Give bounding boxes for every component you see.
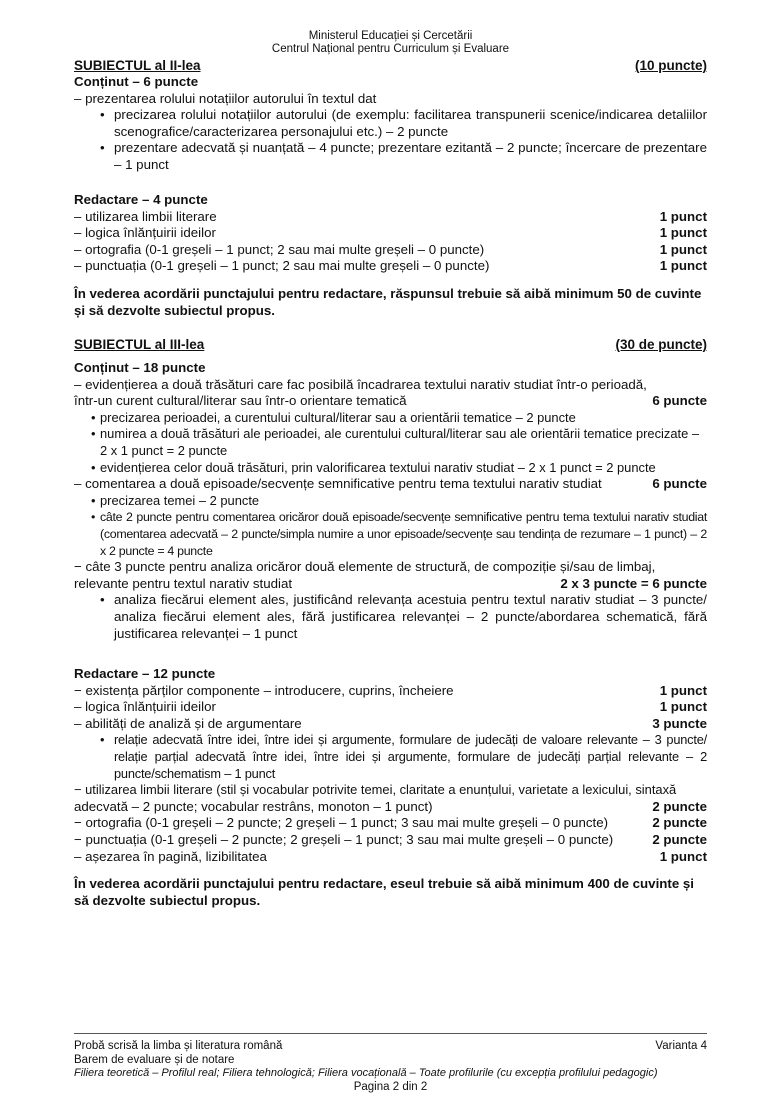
item-points: 6 puncte — [652, 393, 707, 409]
redactare-bullet: • relație adecvată între idei, între idei și argumente, formulare de judecăți de valoare relevante – 3 puncte/ relație parțial adecvată între idei, între idei și argumente, formulare de judecăți parțial relevante – 2 puncte/schematism – 1 punct — [74, 732, 707, 782]
criterion-text: – abilități de analiză și de argumentare — [74, 715, 302, 731]
document-page — [74, 0, 707, 1104]
header-center: Centrul Național pentru Curriculum și Evaluare — [271, 43, 510, 55]
criterion-points: 1 punct — [659, 225, 707, 241]
criterion-text: – logica înlănțuirii ideilor — [74, 225, 216, 241]
section-2-name: SUBIECTUL al II-lea — [74, 58, 201, 73]
criterion-text: adecvată – 2 puncte; vocabular restrâns, monoton – 1 punct) — [74, 798, 433, 814]
content-item-line — [74, 393, 707, 410]
item-text: relevante pentru textul narativ studiat — [74, 575, 293, 591]
criterion-points: 2 puncte — [652, 815, 707, 831]
content-item-line: – evidențierea a două trăsături care fac posibilă încadrarea textului narativ studiat într-o perioadă, — [74, 376, 647, 392]
criterion-points: 2 puncte — [652, 831, 707, 847]
content-bullet: • numirea a două trăsături ale perioadei, ale curentului cultural/literar sau ale orientării tematice precizate – 2 x 1 punct = 2 puncte — [74, 426, 707, 459]
content-bullet: • precizarea temei – 2 puncte — [74, 493, 707, 510]
redactare-row — [74, 225, 707, 242]
criterion-text: – logica înlănțuirii ideilor — [74, 699, 216, 715]
item-points: 6 puncte — [652, 476, 707, 492]
section-3-content — [74, 360, 707, 642]
section-3-note: În vederea acordării punctajului pentru redactare, eseul trebuie să aibă minimum 400 de cuvinte și să dezvolte subiectul propus. — [74, 876, 694, 908]
item-text: într-un curent cultural/literar sau într-o orientare tematică — [74, 393, 407, 409]
footer-variant: Varianta 4 — [655, 1040, 707, 1052]
redactare-row — [74, 815, 707, 832]
content-bullet: • precizarea rolului notațiilor autorului (de exemplu: facilitarea transpunerii scenice/indicarea detaliilor scenografice/caracterizarea personajului etc.) – 2 puncte — [74, 107, 707, 140]
section-2-note: În vederea acordării punctajului pentru redactare, răspunsul trebuie să aibă minimum 50 de cuvinte și să dezvolte subiectul propus. — [74, 286, 702, 318]
redactare-row — [74, 683, 707, 700]
content-heading: Conținut – 18 puncte — [74, 360, 206, 375]
criterion-points: 1 punct — [659, 699, 707, 715]
section-3-name: SUBIECTUL al III-lea — [74, 337, 205, 352]
redactare-row — [74, 242, 707, 259]
section-2-content — [74, 74, 707, 174]
criterion-points: 1 punct — [659, 258, 707, 274]
criterion-points: 1 punct — [659, 848, 707, 864]
redactare-heading: Redactare – 4 puncte — [74, 192, 208, 207]
redactare-row — [74, 799, 707, 816]
content-item-line — [74, 476, 707, 493]
redactare-heading: Redactare – 12 puncte — [74, 666, 216, 681]
item-text: – comentarea a două episoade/secvențe semnificative pentru tema textului narativ studiat — [74, 476, 602, 492]
footer-profiles: Filiera teoretică – Profilul real; Filiera tehnologică; Filiera vocațională – Toate profilurile (cu excepția profilului pedagogic) — [74, 1067, 658, 1079]
criterion-points: 1 punct — [659, 682, 707, 698]
section-2-points: (10 puncte) — [634, 58, 707, 73]
footer — [74, 1040, 707, 1094]
footer-row — [74, 1040, 707, 1054]
footer-page-number: Pagina 2 din 2 — [353, 1080, 428, 1093]
content-heading: Conținut – 6 puncte — [74, 74, 199, 89]
item-points: 2 x 3 puncte = 6 puncte — [560, 575, 707, 591]
footer-barem: Barem de evaluare și de notare — [74, 1053, 235, 1066]
header-ministry: Ministerul Educației și Cercetării — [308, 30, 473, 42]
content-bullet: • precizarea perioadei, a curentului cultural/literar sau a orientării tematice – 2 puncte — [74, 410, 707, 427]
criterion-points: 1 punct — [659, 208, 707, 224]
content-bullet: • câte 2 puncte pentru comentarea oricăror două episoade/secvențe semnificative pentru tema textului narativ studiat (comentarea adecvată – 2 puncte/simpla numire a unor episoade/secvențe sau tendința de rezumare – 1 punct) – 2 x 2 puncte = 4 puncte — [74, 509, 707, 559]
criterion-text: − existența părților componente – introducere, cuprins, încheiere — [74, 682, 454, 698]
criterion-text: – punctuația (0-1 greșeli – 1 punct; 2 sau mai multe greșeli – 0 puncte) — [74, 258, 490, 274]
criterion-text: – așezarea în pagină, lizibilitatea — [74, 848, 267, 864]
content-item-line — [74, 576, 707, 593]
criterion-text: − ortografia (0-1 greșeli – 2 puncte; 2 greșeli – 1 punct; 3 sau mai multe greșeli – 0 puncte) — [74, 815, 609, 831]
footer-exam: Probă scrisă la limba și literatura română — [74, 1040, 283, 1052]
redactare-line: − utilizarea limbii literare (stil și vocabular potrivite temei, claritate a enunțului, varietate a lexicului, sintaxă — [74, 782, 677, 798]
section-3-title — [74, 337, 707, 353]
section-3-redactare — [74, 666, 707, 865]
redactare-row — [74, 258, 707, 275]
redactare-row — [74, 699, 707, 716]
content-item: – prezentarea rolului notațiilor autorului în textul dat — [74, 90, 377, 106]
criterion-points: 2 puncte — [652, 798, 707, 814]
criterion-text: − punctuația (0-1 greșeli – 2 puncte; 2 greșeli – 1 punct; 3 sau mai multe greșeli – 0 puncte) — [74, 831, 614, 847]
redactare-row — [74, 716, 707, 733]
criterion-points: 3 puncte — [652, 715, 707, 731]
criterion-points: 1 punct — [659, 241, 707, 257]
section-3-points: (30 de puncte) — [615, 337, 707, 352]
section-2-title — [74, 58, 707, 74]
content-bullet: • prezentare adecvată și nuanțată – 4 puncte; prezentare ezitantă – 2 puncte; încercare de prezentare – 1 punct — [74, 140, 707, 173]
content-bullet: • evidențierea celor două trăsături, prin valorificarea textului narativ studiat – 2 x 1 punct = 2 puncte — [74, 460, 707, 477]
content-item-line: − câte 3 puncte pentru analiza oricăror două elemente de structură, de compoziție și/sau de limbaj, — [74, 559, 656, 575]
criterion-text: – utilizarea limbii literare — [74, 208, 217, 224]
criterion-text: – ortografia (0-1 greșeli – 1 punct; 2 sau mai multe greșeli – 0 puncte) — [74, 241, 485, 257]
redactare-row — [74, 209, 707, 226]
content-bullet: • analiza fiecărui element ales, justificând relevanța acestuia pentru textul narativ studiat – 3 puncte/ analiza fiecărui element ales, fără justificarea relevanței – 2 puncte/abordarea schematică, fără justificarea relevanței – 1 punct — [74, 592, 707, 642]
redactare-row — [74, 832, 707, 849]
section-2-redactare — [74, 192, 707, 275]
footer-divider — [74, 1033, 707, 1034]
redactare-row — [74, 849, 707, 866]
